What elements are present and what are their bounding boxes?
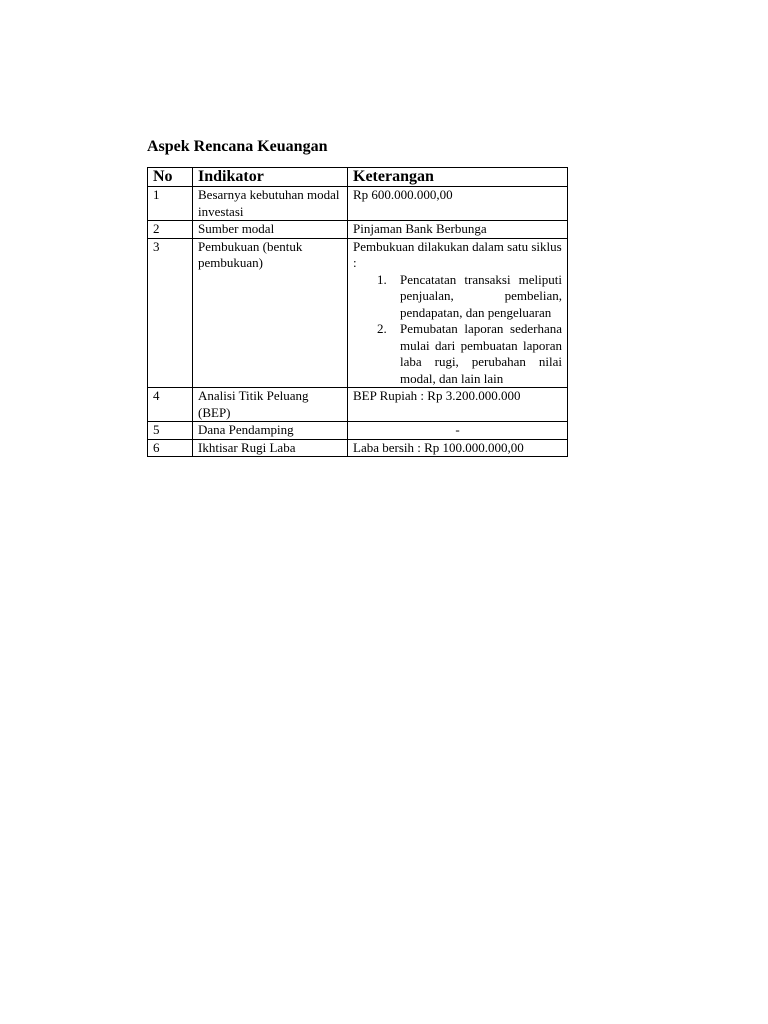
row-number: 3 — [148, 238, 193, 388]
row-indikator: Analisi Titik Peluang (BEP) — [193, 388, 348, 422]
page-title: Aspek Rencana Keuangan — [147, 138, 328, 155]
row-indikator: Sumber modal — [193, 221, 348, 239]
header-indikator: Indikator — [193, 168, 348, 187]
bookkeeping-steps-list — [353, 272, 562, 388]
table-row — [148, 238, 568, 388]
row-number: 1 — [148, 187, 193, 221]
row-indikator: Ikhtisar Rugi Laba — [193, 439, 348, 457]
header-no: No — [148, 168, 193, 187]
row-keterangan-cell — [348, 238, 568, 388]
row-indikator: Pembukuan (bentuk pembukuan) — [193, 238, 348, 388]
row-keterangan: Laba bersih : Rp 100.000.000,00 — [348, 439, 568, 457]
financial-plan-table — [147, 167, 568, 457]
row-number: 2 — [148, 221, 193, 239]
table-header-row — [148, 168, 568, 187]
table-row — [148, 388, 568, 422]
row-keterangan: Pinjaman Bank Berbunga — [348, 221, 568, 239]
row-number: 5 — [148, 422, 193, 440]
table-row — [148, 221, 568, 239]
row-indikator: Besarnya kebutuhan modal investasi — [193, 187, 348, 221]
header-keterangan: Keterangan — [348, 168, 568, 187]
list-item: Pemubatan laporan sederhana mulai dari pembuatan laporan laba rugi, perubahan nilai modal, dan lain lain — [400, 321, 562, 386]
row-number: 4 — [148, 388, 193, 422]
row-keterangan: BEP Rupiah : Rp 3.200.000.000 — [348, 388, 568, 422]
row-keterangan: Pembukuan dilakukan dalam satu siklus : — [353, 238, 562, 270]
table-row — [148, 422, 568, 440]
table-row — [148, 187, 568, 221]
row-indikator: Dana Pendamping — [193, 422, 348, 440]
row-keterangan: - — [348, 422, 568, 440]
list-item: Pencatatan transaksi meliputi penjualan, pembelian, pendapatan, dan pengeluaran — [400, 271, 562, 320]
table-row — [148, 439, 568, 457]
row-number: 6 — [148, 439, 193, 457]
row-keterangan: Rp 600.000.000,00 — [348, 187, 568, 221]
